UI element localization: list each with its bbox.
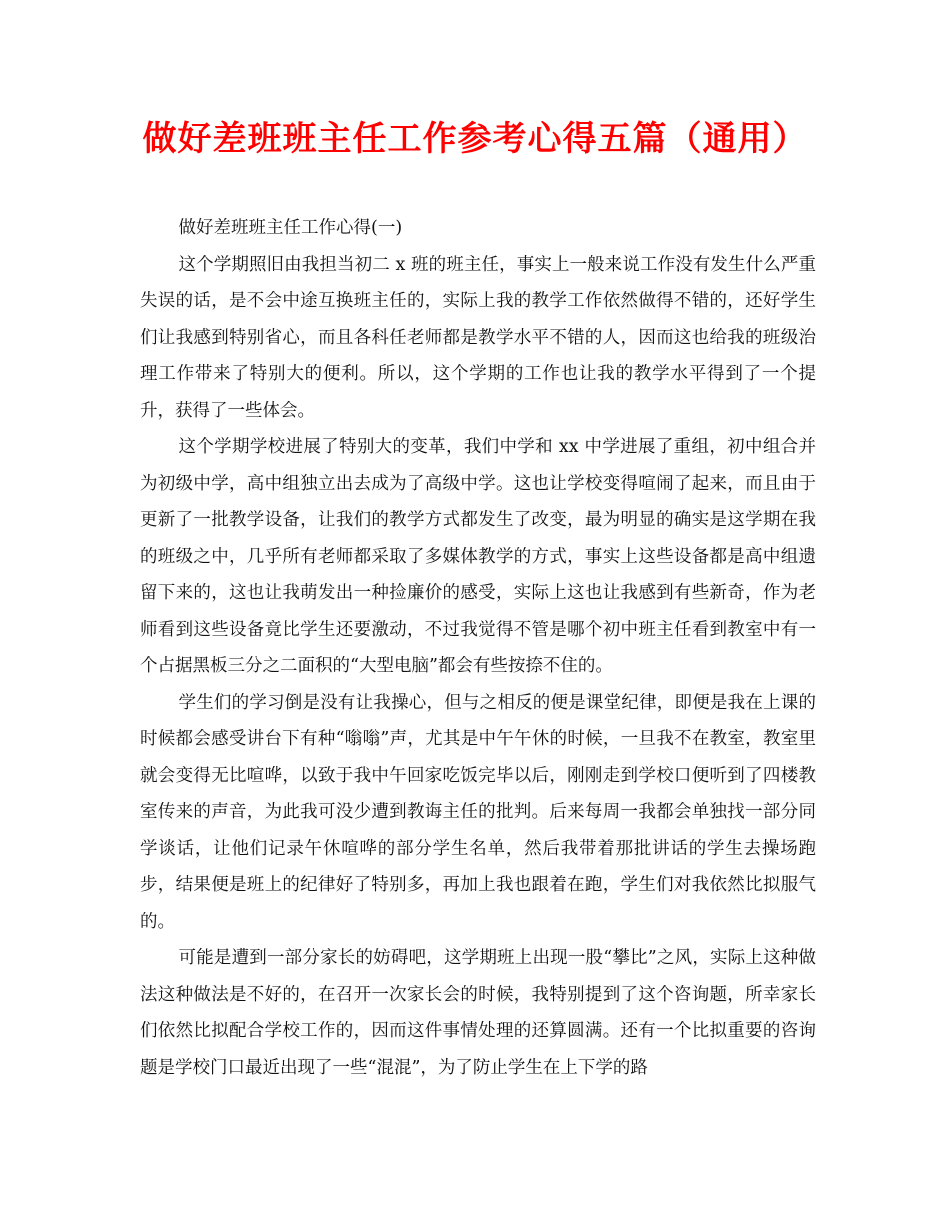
document-body (140, 210, 816, 1086)
paragraph-2: 这个学期学校进展了特别大的变革，我们中学和 xx 中学进展了重组，初中组合并为初级中学，高中组独立出去成为了高级中学。这也让学校变得喧闹了起来，而且由于更新了一批教学设备，让我们的教学方式都发生了改变，最为明显的确实是这学期在我的班级之中，几乎所有老师都采取了多媒体教学的方式，事实上这些设备都是高中组遗留下来的，这也让我萌发出一种捡廉价的感受，实际上这也让我感到有些新奇，作为老师看到这些设备竟比学生还要激动，不过我觉得不管是哪个初中班主任看到教室中有一个占据黑板三分之二面积的“大型电脑”都会有些按捺不住的。 (140, 437, 816, 676)
document-title: 做好差班班主任工作参考心得五篇（通用） (142, 119, 808, 159)
section-heading: 做好差班班主任工作心得(一) (178, 218, 403, 238)
paragraph-4: 可能是遭到一部分家长的妨碍吧，这学期班上出现一股“攀比”之风，实际上这种做法这种做法是不好的，在召开一次家长会的时候，我特别提到了这个咨询题，所幸家长们依然比拟配合学校工作的，因而这件事情处理的还算圆满。还有一个比拟重要的咨询题是学校门口最近出现了一些“混混”，为了防止学生在上下学的路 (140, 948, 816, 1078)
paragraph-1: 这个学期照旧由我担当初二 x 班的班主任，事实上一般来说工作没有发生什么严重失误的话，是不会中途互换班主任的，实际上我的教学工作依然做得不错的，还好学生们让我感到特别省心，而且各科任老师都是教学水平不错的人，因而这也给我的班级治理工作带来了特别大的便利。所以，这个学期的工作也让我的教学水平得到了一个提升，获得了一些体会。 (140, 254, 816, 421)
paragraph-3: 学生们的学习倒是没有让我操心，但与之相反的便是课堂纪律，即便是我在上课的时候都会感受讲台下有种“嗡嗡”声，尤其是中午午休的时候，一旦我不在教室，教室里就会变得无比喧哗，以致于我中午回家吃饭完毕以后，刚刚走到学校口便听到了四楼教室传来的声音，为此我可没少遭到教诲主任的批判。后来每周一我都会单独找一部分同学谈话，让他们记录午休喧哗的部分学生名单，然后我带着那批讲话的学生去操场跑步，结果便是班上的纪律好了特别多，再加上我也跟着在跑，学生们对我依然比拟服气的。 (140, 692, 816, 932)
